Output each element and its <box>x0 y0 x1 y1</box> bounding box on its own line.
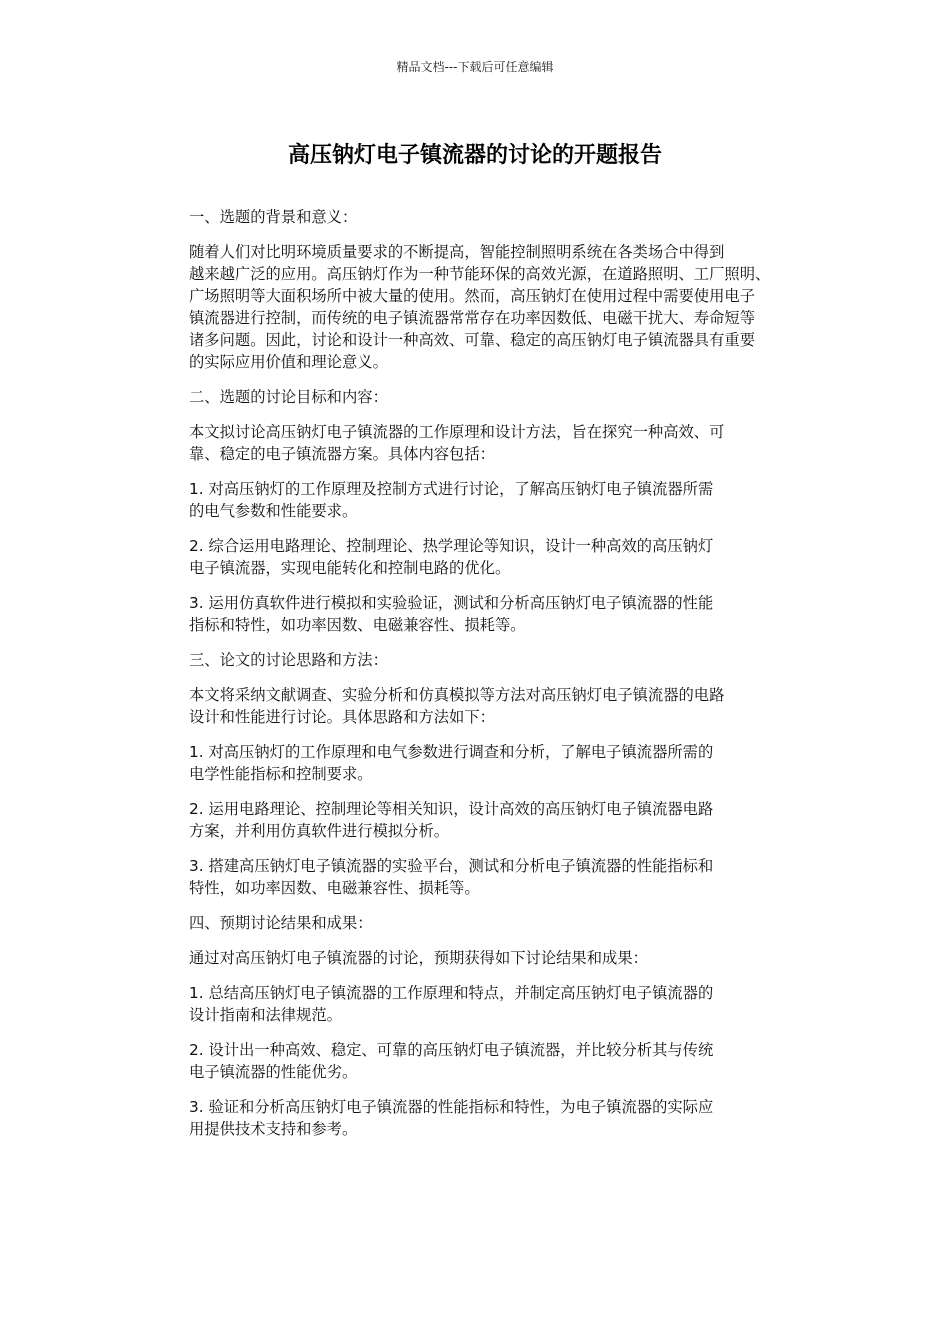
paragraph-line: 电子镇流器，实现电能转化和控制电路的优化。 <box>189 559 511 577</box>
paragraph-line: 随着人们对比明环境质量要求的不断提高，智能控制照明系统在各类场合中得到 <box>189 243 725 261</box>
paragraph <box>144 535 804 579</box>
paragraph-line: 镇流器进行控制，而传统的电子镇流器常常存在功率因数低、电磁干扰大、寿命短等 <box>189 309 755 327</box>
paragraph-line: 广场照明等大面积场所中被大量的使用。然而，高压钠灯在使用过程中需要使用电子 <box>189 287 755 305</box>
paragraph-line: 的实际应用价值和理论意义。 <box>189 353 388 371</box>
paragraph-line: 方案，并利用仿真软件进行模拟分析。 <box>189 822 450 840</box>
paragraph-line: 2. 综合运用电路理论、控制理论、热学理论等知识，设计一种高效的高压钠灯 <box>189 537 714 555</box>
paragraph <box>144 684 804 728</box>
paragraph-line: 靠、稳定的电子镇流器方案。具体内容包括： <box>189 445 495 463</box>
page-header: 精品文档---下载后可任意编辑 <box>396 60 554 74</box>
paragraph-line: 越来越广泛的应用。高压钠灯作为一种节能环保的高效光源，在道路照明、工厂照明、 <box>189 265 771 283</box>
paragraph-line: 二、选题的讨论目标和内容： <box>189 388 388 406</box>
paragraph <box>144 649 804 671</box>
paragraph <box>144 421 804 465</box>
paragraph <box>144 912 804 934</box>
paragraph <box>144 947 804 969</box>
paragraph-line: 通过对高压钠灯电子镇流器的讨论，预期获得如下讨论结果和成果： <box>189 949 648 967</box>
paragraph-line: 3. 运用仿真软件进行模拟和实验验证，测试和分析高压钠灯电子镇流器的性能 <box>189 594 714 612</box>
paragraph <box>144 386 804 408</box>
paragraph-line: 1. 对高压钠灯的工作原理及控制方式进行讨论，了解高压钠灯电子镇流器所需 <box>189 480 714 498</box>
paragraph-line: 本文拟讨论高压钠灯电子镇流器的工作原理和设计方法，旨在探究一种高效、可 <box>189 423 725 441</box>
paragraph-line: 3. 搭建高压钠灯电子镇流器的实验平台，测试和分析电子镇流器的性能指标和 <box>189 857 714 875</box>
paragraph <box>144 741 804 785</box>
paragraph-line: 电学性能指标和控制要求。 <box>189 765 373 783</box>
paragraph-line: 特性，如功率因数、电磁兼容性、损耗等。 <box>189 879 480 897</box>
paragraph <box>144 855 804 899</box>
paragraph-line: 诸多问题。因此，讨论和设计一种高效、可靠、稳定的高压钠灯电子镇流器具有重要 <box>189 331 755 349</box>
paragraph <box>144 206 804 228</box>
paragraph-line: 1. 总结高压钠灯电子镇流器的工作原理和特点，并制定高压钠灯电子镇流器的 <box>189 984 714 1002</box>
paragraph <box>144 798 804 842</box>
paragraph-line: 四、预期讨论结果和成果： <box>189 914 373 932</box>
paragraph-line: 三、论文的讨论思路和方法： <box>189 651 388 669</box>
paragraph-line: 2. 运用电路理论、控制理论等相关知识，设计高效的高压钠灯电子镇流器电路 <box>189 800 714 818</box>
paragraph <box>144 1039 804 1083</box>
paragraph-line: 本文将采纳文献调查、实验分析和仿真模拟等方法对高压钠灯电子镇流器的电路 <box>189 686 725 704</box>
document-body <box>144 206 804 1153</box>
paragraph-line: 2. 设计出一种高效、稳定、可靠的高压钠灯电子镇流器，并比较分析其与传统 <box>189 1041 714 1059</box>
paragraph <box>144 592 804 636</box>
paragraph-line: 1. 对高压钠灯的工作原理和电气参数进行调查和分析，了解电子镇流器所需的 <box>189 743 714 761</box>
paragraph <box>144 982 804 1026</box>
paragraph-line: 的电气参数和性能要求。 <box>189 502 358 520</box>
paragraph-line: 3. 验证和分析高压钠灯电子镇流器的性能指标和特性，为电子镇流器的实际应 <box>189 1098 714 1116</box>
paragraph <box>144 478 804 522</box>
paragraph-line: 设计指南和法律规范。 <box>189 1006 342 1024</box>
paragraph-line: 一、选题的背景和意义： <box>189 208 358 226</box>
document-title: 高压钠灯电子镇流器的讨论的开题报告 <box>287 143 662 168</box>
paragraph-line: 用提供技术支持和参考。 <box>189 1120 358 1138</box>
paragraph-line: 电子镇流器的性能优劣。 <box>189 1063 358 1081</box>
paragraph-line: 指标和特性，如功率因数、电磁兼容性、损耗等。 <box>189 616 526 634</box>
paragraph <box>144 1096 804 1140</box>
paragraph <box>144 241 804 373</box>
paragraph-line: 设计和性能进行讨论。具体思路和方法如下： <box>189 708 495 726</box>
